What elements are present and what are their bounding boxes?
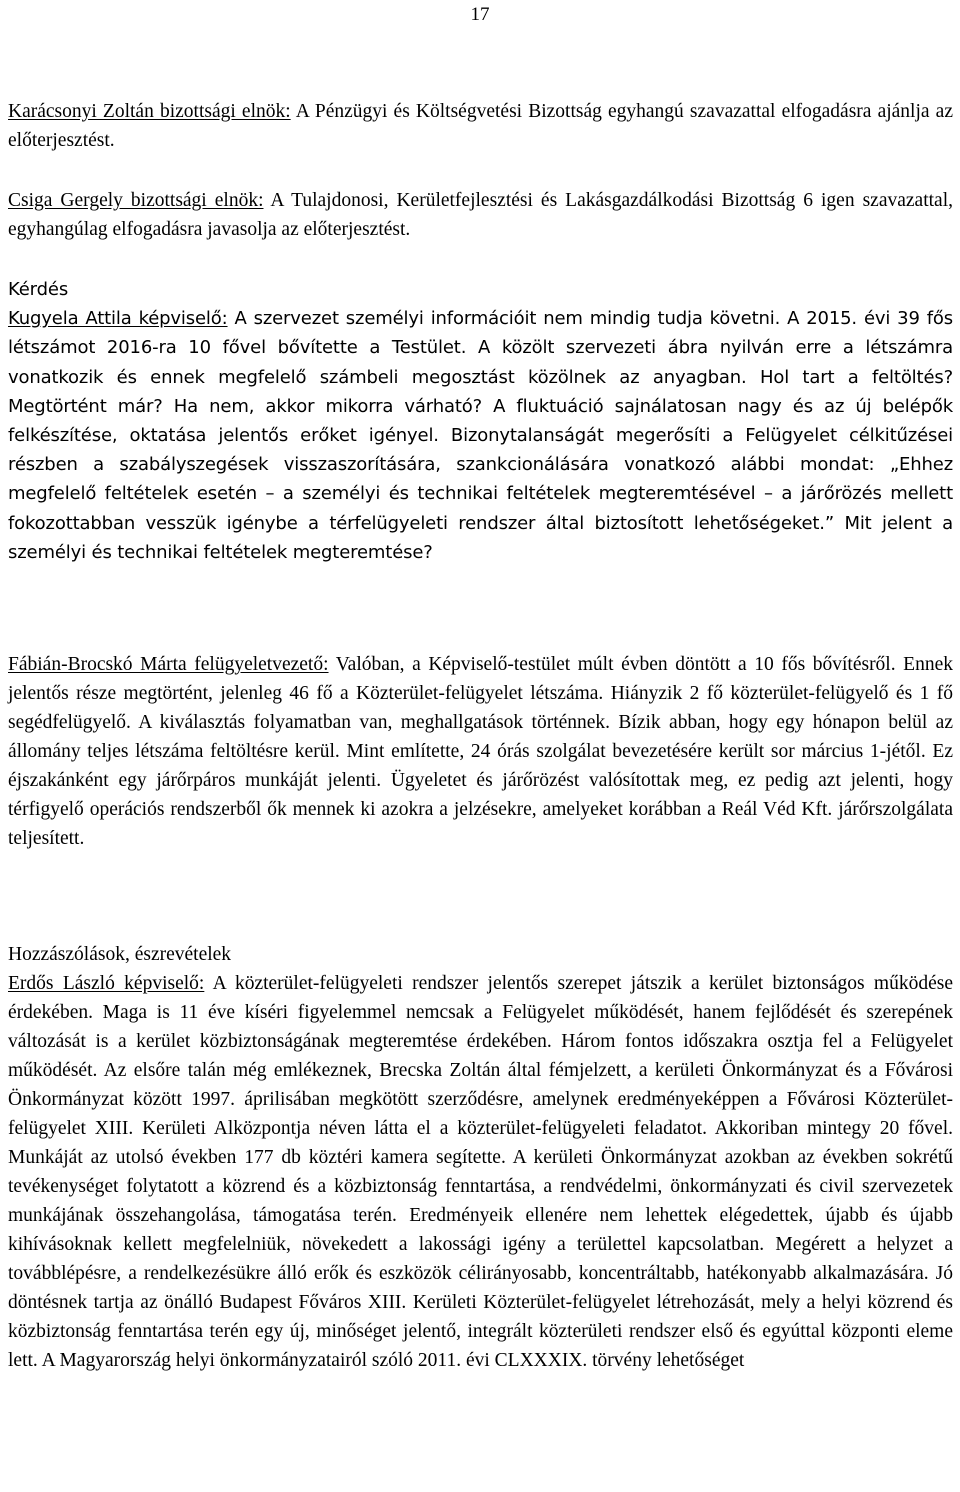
paragraph-text: Valóban, a Képviselő-testület múlt évben döntött a 10 fős bővítésről. Ennek jelentős része megtörtént, jelenleg 46 fő a Közterület-felügyelet létszáma. Hiányzik 2 fő közterület-felügyelő és 1 fő segédfelügyelő. A kiválasztás folyamatban van, meghallgatások történnek. Bízik abban, hogy egy hónapon belül az állomány teljes létszáma feltöltésre kerül. Mint említette, 24 órás szolgálat bevezetésére került sor március 1-jétől. Ez éjszakánként egy járőrpáros munkáját jelenti. Ügyeletet és járőrözést valósítottak meg, ez pedig azt jelenti, hogy térfigyelő operációs rendszerből ők mennek ki azokra a jelzésekre, amelyeket korábban a Reál Véd Kft. járőrszolgálata teljesített.: [8, 654, 953, 849]
paragraph-csiga: [8, 186, 953, 244]
paragraph-erdos: [8, 940, 953, 1375]
speaker-label: Csiga Gergely bizottsági elnök:: [8, 190, 264, 211]
paragraph-text: A szervezet személyi információit nem mindig tudja követni. A 2015. évi 39 fős létszámot 2016-ra 10 fővel bővítette a Testület. A közölt szervezeti ábra nyilván erre a létszámra vonatkozik és ennek megfelelő számbeli megosztást közölnek az anyagban. Hol tart a feltöltés? Megtörtént már? Ha nem, akkor mikorra várható? A fluktuáció sajnálatosan nagy és az új belépők felkészítése, oktatása jelentős erőket igényel. Bizonytalanságát megerősíti a Felügyelet célkitűzései részben a szabályszegések visszaszorítására, szankcionálására vonatkozó alábbi mondat: „Ehhez megfelelő feltételek esetén – a személyi és technikai feltételek megteremtésével – a járőrözés mellett fokozottabban vesszük igénybe a térfelügyeleti rendszer által biztosított lehetőségeket.” Mit jelent a személyi és technikai feltételek megteremtése?: [8, 308, 953, 563]
paragraph-text: A Pénzügyi és Költségvetési Bizottság egyhangú szavazattal elfogadásra ajánlja az előterjesztést.: [8, 101, 953, 151]
speaker-label: Kugyela Attila képviselő:: [8, 308, 228, 330]
paragraph-text: A közterület-felügyeleti rendszer jelentős szerepet játszik a kerület biztonságos működése érdekében. Maga is 11 éve kíséri figyelemmel nemcsak a Felügyelet működését, hanem fejlődését és szerepének változását is a kerület közbiztonságának megteremtése érdekében. Három fontos időszakra osztja fel a Felügyelet működését. Az elsőre talán még emlékeznek, Brecska Zoltán által fémjelzett, a kerületi Önkormányzat és a Fővárosi Önkormányzat között 1997. áprilisában megkötött szerződésre, amelynek eredményeképpen a Fővárosi Közterület-felügyelet XIII. Kerületi Alközpontja néven látta el a közterület-felügyeleti feladatot. Akkoriban mintegy 20 fővel. Munkáját az utolsó években 177 db köztéri kamera segítette. A kerületi Önkormányzat azokban az években sokrétű tevékenységet folytatott a közrend és a közbiztonság fenntartása, a rendvédelmi, önkormányzati és civil szervezetek munkájának összehangolása, támogatása terén. Eredményeik ellenére nem lehettek elégedettek, újabb és újabb kihívásoknak kellett megfelelniük, növekedett a lakossági igény a területtel kapcsolatban. Megérett a helyzet a továbblépésre, a rendelkezésükre álló erők és eszközök célirányosabb, koncentráltabb, hatékonyabb alkalmazására. Jó döntésnek tartja az önálló Budapest Főváros XIII. Kerületi Közterület-felügyelet létrehozását, mely a helyi közrend és közbiztonság fenntartása terén egy új, minőséget jelentő, integrált közterületi rendszer első és egyúttal központi eleme lett. A Magyarország helyi önkormányzatairól szóló 2011. évi CLXXXIX. törvény lehetőséget: [8, 973, 953, 1371]
speaker-label: Fábián-Brocskó Márta felügyeletvezető:: [8, 654, 329, 675]
section-heading: Hozzászólások, észrevételek: [8, 944, 232, 965]
speaker-label: Karácsonyi Zoltán bizottsági elnök:: [8, 101, 291, 122]
paragraph-text: A Tulajdonosi, Kerületfejlesztési és Lakásgazdálkodási Bizottság 6 igen szavazattal, egyhangúlag elfogadásra javasolja az előterjesztést.: [8, 190, 953, 240]
paragraph-kugyela: [8, 275, 953, 567]
section-heading: Kérdés: [8, 279, 69, 300]
speaker-label: Erdős László képviselő:: [8, 973, 205, 994]
paragraph-karacsonyi: [8, 97, 953, 155]
page-number: 17: [470, 4, 490, 25]
paragraph-fabian: [8, 650, 953, 853]
